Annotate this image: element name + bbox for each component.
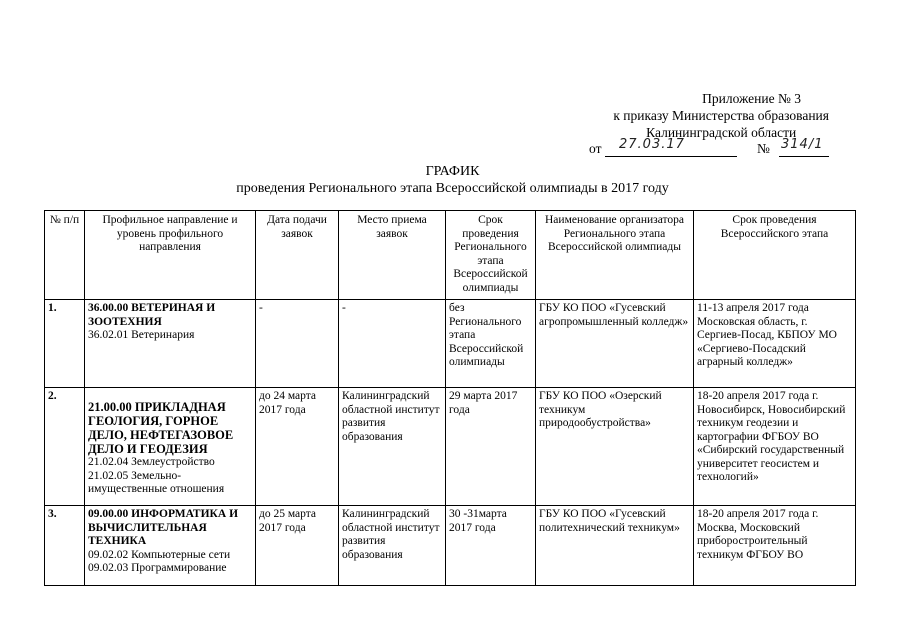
document-subtitle: проведения Регионального этапа Всероссийской олимпиады в 2017 году xyxy=(236,181,669,196)
date-cell: до 25 марта 2017 года xyxy=(256,506,339,586)
column-header: Место приема заявок xyxy=(339,211,446,300)
final-stage-cell: 18-20 апреля 2017 года г. Новосибирск, Новосибирский техникум геодезии и картографии ФГБОУ ВО «Сибирский государственный университет геосистем и технологий» xyxy=(694,388,856,506)
column-header: Дата подачи заявок xyxy=(256,211,339,300)
row-number: 3. xyxy=(45,506,85,586)
direction-cell xyxy=(85,506,256,586)
specialty: 09.02.02 Компьютерные сети xyxy=(88,548,231,561)
appendix-order-line: к приказу Министерства образования xyxy=(613,108,829,123)
handwritten-date: 27.03.17 xyxy=(619,137,685,152)
table-row xyxy=(45,388,856,506)
term-cell: 29 марта 2017 года xyxy=(446,388,536,506)
place-cell: - xyxy=(339,300,446,388)
organizer-cell: ГБУ КО ПОО «Озерский техникум природообустройства» xyxy=(536,388,694,506)
date-cell: - xyxy=(256,300,339,388)
from-label: от xyxy=(589,141,602,156)
row-number: 2. xyxy=(45,388,85,506)
number-underline xyxy=(779,156,829,157)
handwritten-number: 314/1 xyxy=(781,137,824,152)
specialty: 21.02.04 Землеустройство xyxy=(88,456,215,468)
place-cell: Калининградский областной институт развития образования xyxy=(339,388,446,506)
specialty: 09.02.03 Программирование xyxy=(88,562,227,574)
direction-title: 36.00.00 ВЕТЕРИНАЯ И ЗООТЕХНИЯ xyxy=(88,302,216,328)
schedule-table xyxy=(44,210,856,586)
column-header: Срок проведения Регионального этапа Всероссийской олимпиады xyxy=(446,211,536,300)
date-underline xyxy=(605,156,737,157)
table-header-row xyxy=(45,211,856,300)
direction-title: 21.00.00 ПРИКЛАДНАЯ ГЕОЛОГИЯ, ГОРНОЕ ДЕЛО, НЕФТЕГАЗОВОЕ ДЕЛО И ГЕОДЕЗИЯ xyxy=(88,400,234,456)
date-cell: до 24 марта 2017 года xyxy=(256,388,339,506)
column-header: Профильное направление и уровень профильного направления xyxy=(85,211,256,300)
order-signature-line xyxy=(589,137,831,161)
number-label: № xyxy=(757,141,770,156)
table-row xyxy=(45,300,856,388)
appendix-number: Приложение № 3 xyxy=(702,91,801,106)
appendix-block xyxy=(613,90,829,141)
direction-cell xyxy=(85,388,256,506)
specialty: 21.02.05 Земельно-имущественные отношения xyxy=(88,469,225,495)
document-title: ГРАФИК xyxy=(425,164,480,179)
specialty: 36.02.01 Ветеринария xyxy=(88,329,195,341)
row-number: 1. xyxy=(45,300,85,388)
organizer-cell: ГБУ КО ПОО «Гусевский политехнический техникум» xyxy=(536,506,694,586)
term-cell: 30 -31марта 2017 года xyxy=(446,506,536,586)
table-row xyxy=(45,506,856,586)
final-stage-cell: 18-20 апреля 2017 года г. Москва, Московский приборостроительный техникум ФГБОУ ВО xyxy=(694,506,856,586)
column-header: № п/п xyxy=(45,211,85,300)
direction-title: 09.00.00 ИНФОРМАТИКА И ВЫЧИСЛИТЕЛЬНАЯ ТЕХНИКА xyxy=(88,508,239,547)
term-cell: без Регионального этапа Всероссийской олимпиады xyxy=(446,300,536,388)
appendix-region: Калининградской области xyxy=(646,125,797,140)
final-stage-cell: 11-13 апреля 2017 года Московская область, г. Сергиев-Посад, КБПОУ МО «Сергиево-Посадский аграрный колледж» xyxy=(694,300,856,388)
place-cell: Калининградский областной институт развития образования xyxy=(339,506,446,586)
organizer-cell: ГБУ КО ПОО «Гусевский агропромышленный колледж» xyxy=(536,300,694,388)
column-header: Наименование организатора Регионального этапа Всероссийской олимпиады xyxy=(536,211,694,300)
column-header: Срок проведения Всероссийского этапа xyxy=(694,211,856,300)
direction-cell xyxy=(85,300,256,388)
